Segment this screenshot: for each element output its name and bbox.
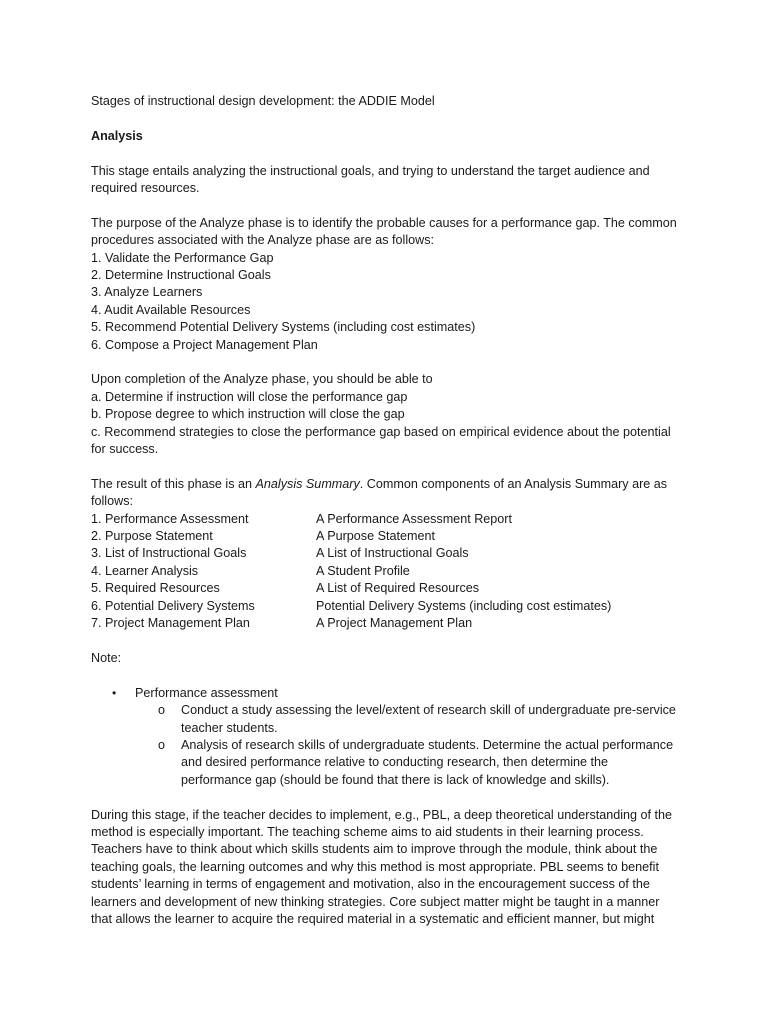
- component-name: 6. Potential Delivery Systems: [91, 598, 255, 613]
- component-output: A Project Management Plan: [316, 616, 473, 631]
- spacer: [91, 667, 681, 684]
- sub-bullet-icon: o: [158, 737, 166, 752]
- document-title: Stages of instructional design development: the ADDIE Model: [91, 94, 435, 108]
- component-row: [91, 563, 681, 580]
- sub-bullet-text: Analysis of research skills of undergraduate students. Determine the actual performance and desired performance relative to conducting research, then determine the performance gap (should be found that there is lack of knowledge and skills).: [181, 737, 674, 787]
- component-row: [91, 528, 681, 545]
- bullet-item: [91, 685, 681, 702]
- result-paragraph: [91, 476, 681, 511]
- procedure-item: 2. Determine Instructional Goals: [91, 268, 271, 283]
- component-output: A Performance Assessment Report: [316, 511, 512, 526]
- component-name: 5. Required Resources: [91, 581, 220, 596]
- component-row: [91, 598, 681, 615]
- component-row: [91, 580, 681, 597]
- sub-bullet-item: [91, 737, 681, 789]
- result-suffix: . Common components of an Analysis Summary are as follows:: [91, 476, 668, 509]
- sub-bullet-icon: o: [158, 703, 166, 718]
- component-output: A Purpose Statement: [316, 529, 436, 544]
- procedure-item: 4. Audit Available Resources: [91, 302, 251, 317]
- spacer: [91, 110, 681, 127]
- component-name: 2. Purpose Statement: [91, 529, 213, 544]
- sub-bullet-text: Conduct a study assessing the level/extent of research skill of undergraduate pre-service teacher students.: [181, 703, 676, 735]
- completion-item: b. Propose degree to which instruction will close the gap: [91, 407, 405, 422]
- spacer: [91, 458, 681, 475]
- procedure-item: 5. Recommend Potential Delivery Systems (including cost estimates): [91, 320, 476, 335]
- result-emphasis: Analysis Summary: [255, 476, 360, 491]
- purpose-paragraph: The purpose of the Analyze phase is to identify the probable causes for a performance gap. The common procedures associated with the Analyze phase are as follows:: [91, 215, 677, 248]
- components-table: [91, 511, 681, 633]
- component-row: [91, 615, 681, 632]
- note-label: Note:: [91, 650, 122, 665]
- spacer: [91, 789, 681, 806]
- completion-item: c. Recommend strategies to close the performance gap based on empirical evidence about the potential for success.: [91, 424, 671, 457]
- component-name: 4. Learner Analysis: [91, 563, 199, 578]
- sub-bullet-item: [91, 702, 681, 737]
- spacer: [91, 633, 681, 650]
- component-row: [91, 511, 681, 528]
- intro-paragraph: This stage entails analyzing the instructional goals, and trying to understand the target audience and required resources.: [91, 163, 650, 195]
- component-name: 3. List of Instructional Goals: [91, 546, 247, 561]
- document-page: [91, 93, 681, 928]
- completion-item: a. Determine if instruction will close the performance gap: [91, 389, 408, 404]
- bullet-icon: •: [112, 685, 117, 700]
- bullet-text: Performance assessment: [135, 685, 278, 700]
- component-output: A Student Profile: [316, 563, 410, 578]
- component-output: A List of Instructional Goals: [316, 546, 469, 561]
- procedure-item: 3. Analyze Learners: [91, 285, 203, 300]
- procedure-item: 1. Validate the Performance Gap: [91, 250, 274, 265]
- spacer: [91, 197, 681, 214]
- spacer: [91, 354, 681, 371]
- closing-paragraph: During this stage, if the teacher decides to implement, e.g., PBL, a deep theoretical understanding of the method is especially important. The teaching scheme aims to aid students in their learning process. Teachers have to think about which skills students aim to improve through the module, think about the teaching goals, the learning outcomes and why this method is most appropriate. PBL seems to benefit students’ learning in terms of engagement and motivation, also in the encouragement success of the learners and development of new thinking strategies. Core subject matter might be taught in a manner that allows the learner to acquire the required material in a systematic and efficient manner, but might: [91, 807, 673, 926]
- component-name: 1. Performance Assessment: [91, 511, 249, 526]
- spacer: [91, 145, 681, 162]
- completion-intro: Upon completion of the Analyze phase, you should be able to: [91, 372, 433, 387]
- component-output: A List of Required Resources: [316, 581, 480, 596]
- section-heading-analysis: Analysis: [91, 128, 143, 143]
- result-prefix: The result of this phase is an: [91, 476, 256, 491]
- component-row: [91, 545, 681, 562]
- procedure-item: 6. Compose a Project Management Plan: [91, 337, 318, 352]
- component-output: Potential Delivery Systems (including cost estimates): [316, 598, 612, 613]
- component-name: 7. Project Management Plan: [91, 616, 250, 631]
